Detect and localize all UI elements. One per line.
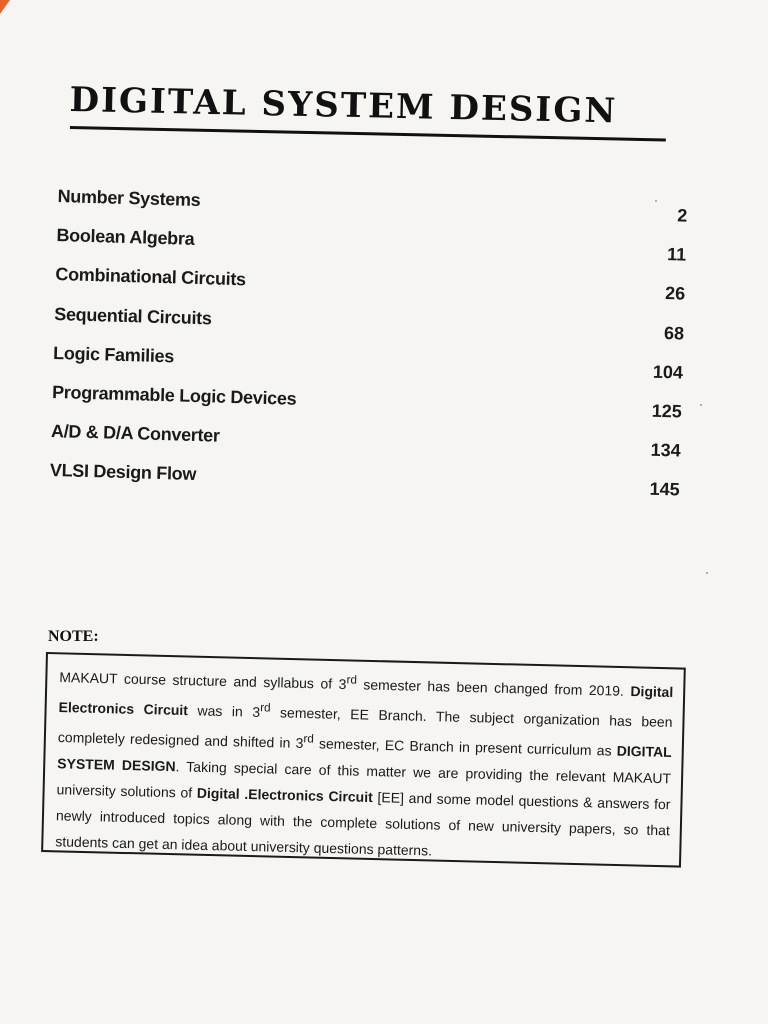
note-text-segment: MAKAUT course structure and syllabus of 3 <box>59 668 347 693</box>
page-title: DIGITAL SYSTEM DESIGN <box>69 80 618 132</box>
toc-chapter-label: Sequential Circuits <box>54 303 212 328</box>
toc-page-number: 11 <box>666 244 687 265</box>
note-text-segment: semester has been changed from 2019. <box>356 676 625 699</box>
toc-page-number: 26 <box>664 283 686 304</box>
toc-page-number: 2 <box>677 205 688 226</box>
note-box <box>41 652 686 868</box>
note-text-segment: was in 3 <box>187 702 261 720</box>
toc-chapter-label: Programmable Logic Devices <box>51 381 297 409</box>
toc-page-number: 125 <box>651 400 683 422</box>
toc-page-number: 68 <box>663 322 685 344</box>
paper-speck <box>706 572 708 574</box>
note-text-segment: . Taking special care of this matter we are providing the relevant MAKAUT university solutions of <box>56 757 672 801</box>
note-superscript: rd <box>346 673 358 687</box>
note-heading: NOTE: <box>48 628 99 645</box>
note-bold-segment: DIGITAL SYSTEM DESIGN <box>57 742 672 774</box>
toc-page-number: 145 <box>649 479 680 500</box>
toc-chapter-label: Logic Families <box>52 342 175 367</box>
paper-speck <box>655 200 657 202</box>
note-text-segment: [EE] and some model questions & answers for newly introduced topics along with the complete solutions of new university papers, so that students can get an idea about university questions patterns. <box>55 788 671 859</box>
note-bold-segment: Digital .Electronics Circuit <box>196 784 373 805</box>
toc-page-number: 134 <box>650 439 682 461</box>
note-paragraph <box>55 660 674 869</box>
note-superscript: rd <box>260 701 271 715</box>
toc-chapter-label: A/D & D/A Converter <box>50 421 220 446</box>
toc-chapter-label: Boolean Algebra <box>56 225 195 250</box>
page-corner-mark <box>0 0 10 14</box>
note-bold-segment: Digital Electronics Circuit <box>58 682 674 718</box>
toc-chapter-label: Number Systems <box>57 186 201 211</box>
toc-chapter-label: Combinational Circuits <box>55 264 247 290</box>
note-text-segment: semester, EC Branch in present curriculum as <box>313 734 617 759</box>
paper-speck <box>700 404 702 406</box>
table-of-contents <box>47 182 696 520</box>
toc-chapter-label: VLSI Design Flow <box>49 460 197 485</box>
toc-page-number: 104 <box>652 361 684 383</box>
note-superscript: rd <box>303 732 315 746</box>
note-text-segment: semester, EE Branch. The subject organization has been completely redesigned and shifted in 3 <box>57 704 673 751</box>
